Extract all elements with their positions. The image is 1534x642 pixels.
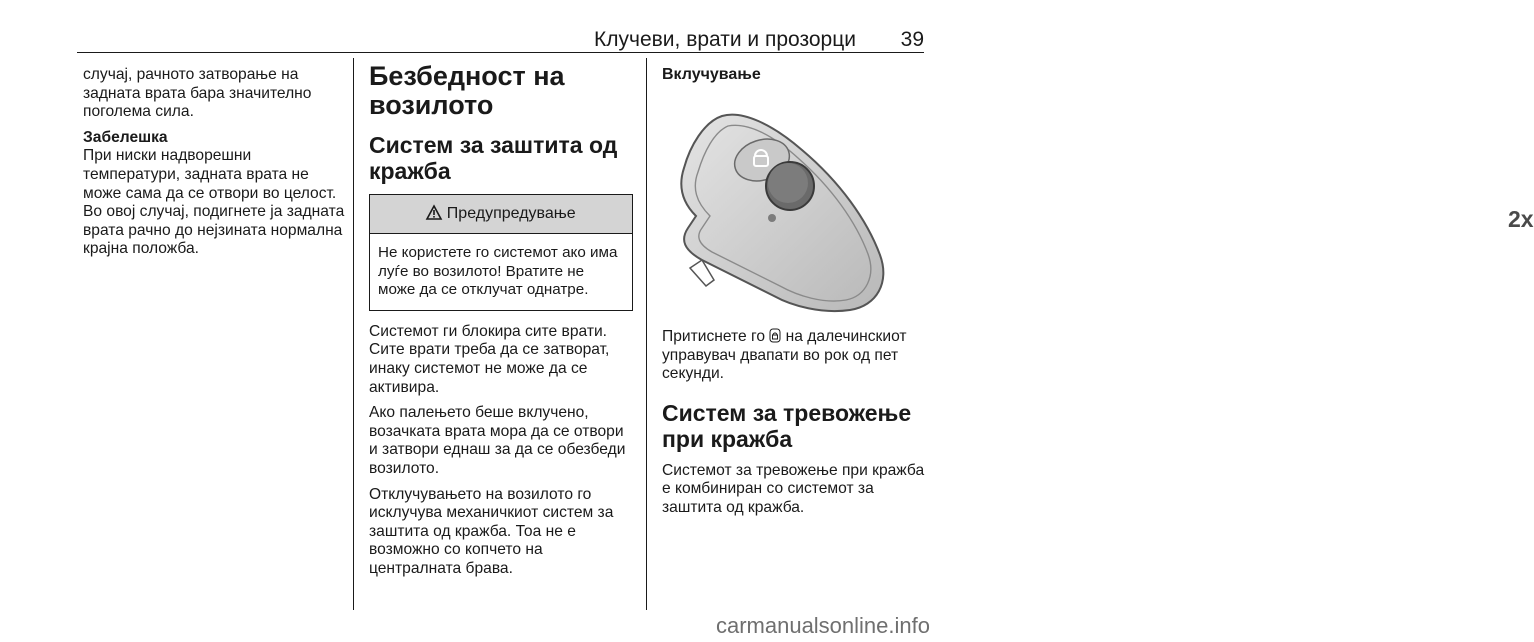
paragraph-1: Системот ги блокира сите врати. Сите врати треба да се затворат, инаку системот не може да се активира.: [369, 322, 610, 396]
lock-button-icon: [769, 328, 781, 343]
header-rule: [77, 52, 924, 53]
warning-title: Предупредување: [446, 205, 576, 222]
warning-header: [370, 195, 632, 234]
car-key-remote-illustration: [662, 110, 1534, 314]
column-1: [83, 66, 349, 259]
warning-triangle-icon: [426, 205, 446, 222]
watermark: carmanualsonline.info: [715, 613, 930, 638]
warning-box: [369, 194, 633, 311]
subheading-anti-theft-alarm: Систем за тревожење при кражба: [662, 399, 912, 452]
column-divider-2: [646, 58, 647, 610]
column-3: [662, 66, 1534, 518]
column-divider-1: [353, 58, 354, 610]
paragraph-alarm: Системот за тревожење при кражба е комбиниран со системот за заштита од кражба.: [662, 461, 925, 516]
section-heading-vehicle-security: Безбедност на возилото: [369, 61, 565, 120]
subheading-anti-theft-system: Систем за заштита од кражба: [369, 132, 618, 184]
paragraph-2: Ако палењето беше вклучено, возачката врата мора да се отвори и затвори еднаш за да се обезбеди возилото.: [369, 404, 626, 477]
paragraph-continued: случај, рачното затворање на задната врата бара значително поголема сила.: [83, 66, 312, 121]
warning-text: Не користете го системот ако има луѓе во возилото! Вратите не може да се отклучат однатре.: [378, 244, 618, 299]
note-text: При ниски надворешни температури, задната врата не може сама да се отвори во целост. Во овој случај, подигнете ја задната врата рачно до нејзината нормална крајна положба.: [83, 147, 345, 258]
paragraph-press-lock-start: Притиснете го: [662, 328, 770, 345]
note-label: Забелешка: [83, 128, 168, 146]
page-header-title: Клучеви, врати и прозорци: [594, 28, 856, 51]
column-2: [369, 62, 635, 579]
paragraph-3: Отклучувањето на возилото го исклучува механичкиот систем за заштита од кражба. Тоа не е возможно со копчето на централната брава.: [369, 485, 614, 577]
page-number: 39: [900, 28, 924, 51]
subheading-activation: Вклучување: [662, 66, 761, 83]
paragraph-press-lock: [662, 328, 928, 384]
paragraph-press-lock-end: на далечинскиот управувач двапати во рок од пет секунди.: [662, 328, 907, 383]
press-count-label: 2x: [1508, 206, 1534, 232]
